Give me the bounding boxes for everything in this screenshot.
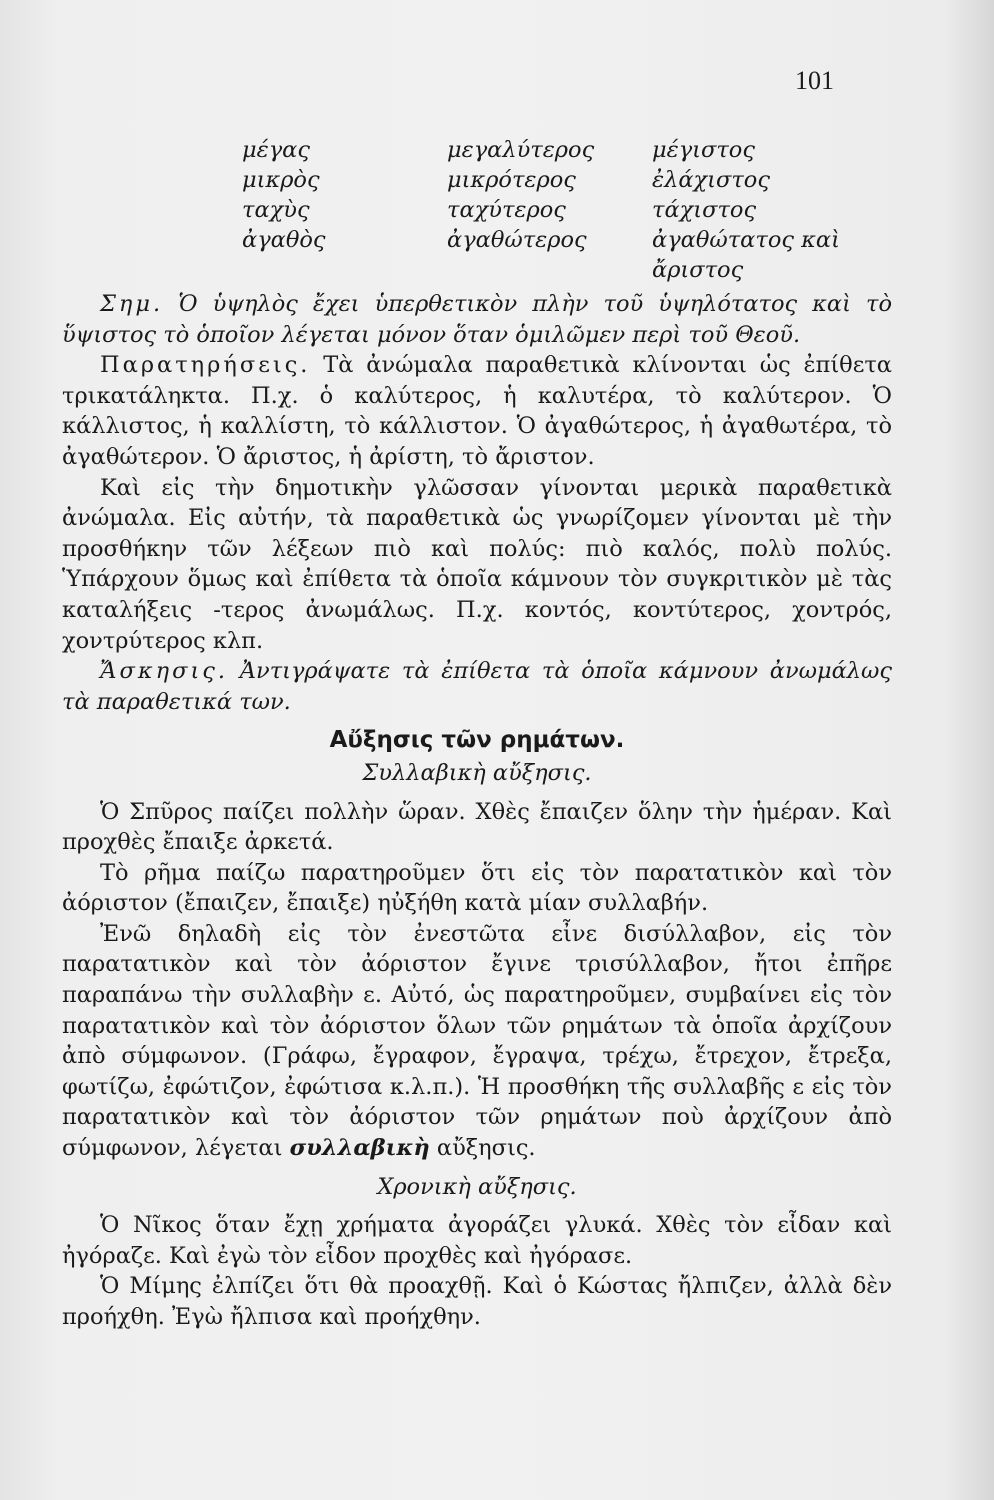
degree-superlative: μέγιστος: [652, 137, 755, 163]
note-paragraph: [62, 289, 892, 350]
exercise-text: Ἀντιγράψατε τὰ ἐπίθετα τὰ ὁποῖα κάμνουν ἀνωμάλως τὰ παραθετικά των.: [62, 658, 892, 715]
comparison-row: [242, 135, 882, 165]
degree-comparative: [447, 255, 652, 285]
temporal-paragraph-1: Ὁ Νῖκος ὅταν ἔχῃ χρήματα ἀγοράζει γλυκά. Χθὲς τὸν εἶδαν καὶ ἠγόραζε. Καὶ ἐγὼ τὸν εἶδον προχθὲς καὶ ἠγόρασε.: [62, 1212, 892, 1269]
observations-label: Παρατηρήσεις.: [100, 352, 311, 379]
degree-positive: ταχὺς: [242, 197, 310, 223]
degree-comparative: ταχύτερος: [447, 197, 566, 223]
comparison-row: [242, 165, 882, 195]
temporal-paragraph-2: Ὁ Μίμης ἐλπίζει ὅτι θὰ προαχθῇ. Καὶ ὁ Κώστας ἤλπιζεν, ἀλλὰ δὲν προήχθη. Ἐγὼ ἤλπισα καὶ προήχθην.: [62, 1273, 892, 1330]
comparison-row: [242, 195, 882, 225]
comparison-table-body: [242, 135, 882, 285]
page-number: 101: [795, 66, 834, 95]
degree-superlative: ἐλάχιστος: [652, 167, 770, 193]
degree-comparative: ἀγαθώτερος: [447, 227, 587, 253]
degree-superlative: τάχιστος: [652, 197, 757, 223]
syllabic-p3-text: Ἐνῶ δηλαδὴ εἰς τὸν ἐνεστῶτα εἶνε δισύλλαβον, εἰς τὸν παρατατικὸν καὶ τὸν ἀόριστον ἔγινε τρισύλλαβον, ἤτοι ἐπῆρε παραπάνω τὴν συλλαβὴν ε. Αὐτό, ὡς παρατηροῦμεν, συμβαίνει εἰς τὸν παρατατικὸν καὶ τὸν ἀόριστον ὅλων τῶν ρημάτων τὰ ὁποῖα ἀρχίζουν ἀπὸ σύμφωνον. (Γράφω, ἔγραφον, ἔγραψα, τρέχω, ἔτρεχον, ἔτρεξα, φωτίζω, ἐφώτιζον, ἐφώτισα κ.λ.π.). Ἡ προσθήκη τῆς συλλαβῆς ε εἰς τὸν παρατατικὸν καὶ τὸν ἀόριστον τῶν ρημάτων ποὺ ἀρχίζουν ἀπὸ σύμφωνον, λέγεται: [62, 920, 892, 1162]
comparison-row: [242, 225, 882, 255]
degree-positive: μικρὸς: [242, 167, 320, 193]
syllabic-paragraph-2: Τὸ ρῆμα παίζω παρατηροῦμεν ὅτι εἰς τὸν παρατατικὸν καὶ τὸν ἀόριστον (ἔπαιζεν, ἔπαιξε) ηὐξήθη κατὰ μίαν συλλαβήν.: [62, 859, 892, 917]
syllabic-p3-end: αὔξησις.: [436, 1135, 536, 1162]
note-text: Ὁ ὑψηλὸς ἔχει ὑπερθετικὸν πλὴν τοῦ ὑψηλότατος καὶ τὸ ὕψιστος τὸ ὁποῖον λέγεται μόνον ὅταν ὁμιλῶμεν περὶ τοῦ Θεοῦ.: [62, 291, 892, 348]
comparison-table: [242, 135, 882, 285]
degree-positive: ἀγαθὸς: [242, 227, 326, 253]
degree-positive: [242, 255, 447, 285]
exercise-paragraph: [62, 656, 892, 717]
note-label: Σημ.: [100, 291, 164, 317]
demotic-paragraph: Καὶ εἰς τὴν δημοτικὴν γλῶσσαν γίνονται μερικὰ παραθετικὰ ἀνώμαλα. Εἰς αὐτήν, τὰ παραθετικὰ ὡς γνωρίζομεν γίνονται μὲ τὴν προσθήκην τῶν λέξεων πιὸ καὶ πολύς: πιὸ καλός, πολὺ πολύς. Ὑπάρχουν ὅμως καὶ ἐπίθετα τὰ ὁποῖα κάμνουν τὸν συγκριτικὸν μὲ τὰς καταλήξεις -τερος ἀνωμάλως. Π.χ. κοντός, κοντύτερος, χοντρός, χοντρύτερος κλπ.: [62, 474, 892, 654]
observations-text: Τὰ ἀνώμαλα παραθετικὰ κλίνονται ὡς ἐπίθετα τρικατάληκτα. Π.χ. ὁ καλύτερος, ἡ καλυτέρα, τὸ καλύτερον. Ὁ κάλλιστος, ἡ καλλίστη, τὸ κάλλιστον. Ὁ ἀγαθώτερος, ἡ ἀγαθωτέρα, τὸ ἀγαθώτερον. Ὁ ἄριστος, ἡ ἀρίστη, τὸ ἄριστον.: [62, 352, 893, 470]
exercise-label: Ἄσκησις.: [100, 658, 229, 685]
syllabic-paragraph-1: Ὁ Σπῦρος παίζει πολλὴν ὥραν. Χθὲς ἔπαιζεν ὅλην τὴν ἡμέραν. Καὶ προχθὲς ἔπαιξε ἀρκετά.: [62, 798, 892, 856]
syllabic-paragraph-3: [62, 919, 892, 1164]
degree-comparative: μεγαλύτερος: [447, 137, 595, 163]
page-content: [62, 135, 892, 1333]
temporal-subtitle: Χρονικὴ αὔξησις.: [377, 1173, 577, 1200]
section-title: Αὔξησις τῶν ρημάτων.: [329, 727, 625, 754]
degree-comparative: μικρότερος: [447, 167, 576, 193]
comparison-row: [242, 255, 882, 285]
observations-paragraph: [62, 350, 892, 472]
syllabic-subtitle: Συλλαβικὴ αὔξησις.: [362, 759, 592, 786]
syllabic-term: συλλαβικὴ: [289, 1135, 430, 1162]
degree-superlative: ἄριστος: [652, 257, 744, 283]
degree-positive: μέγας: [242, 137, 310, 163]
degree-superlative: ἀγαθώτατος καὶ: [652, 227, 840, 253]
